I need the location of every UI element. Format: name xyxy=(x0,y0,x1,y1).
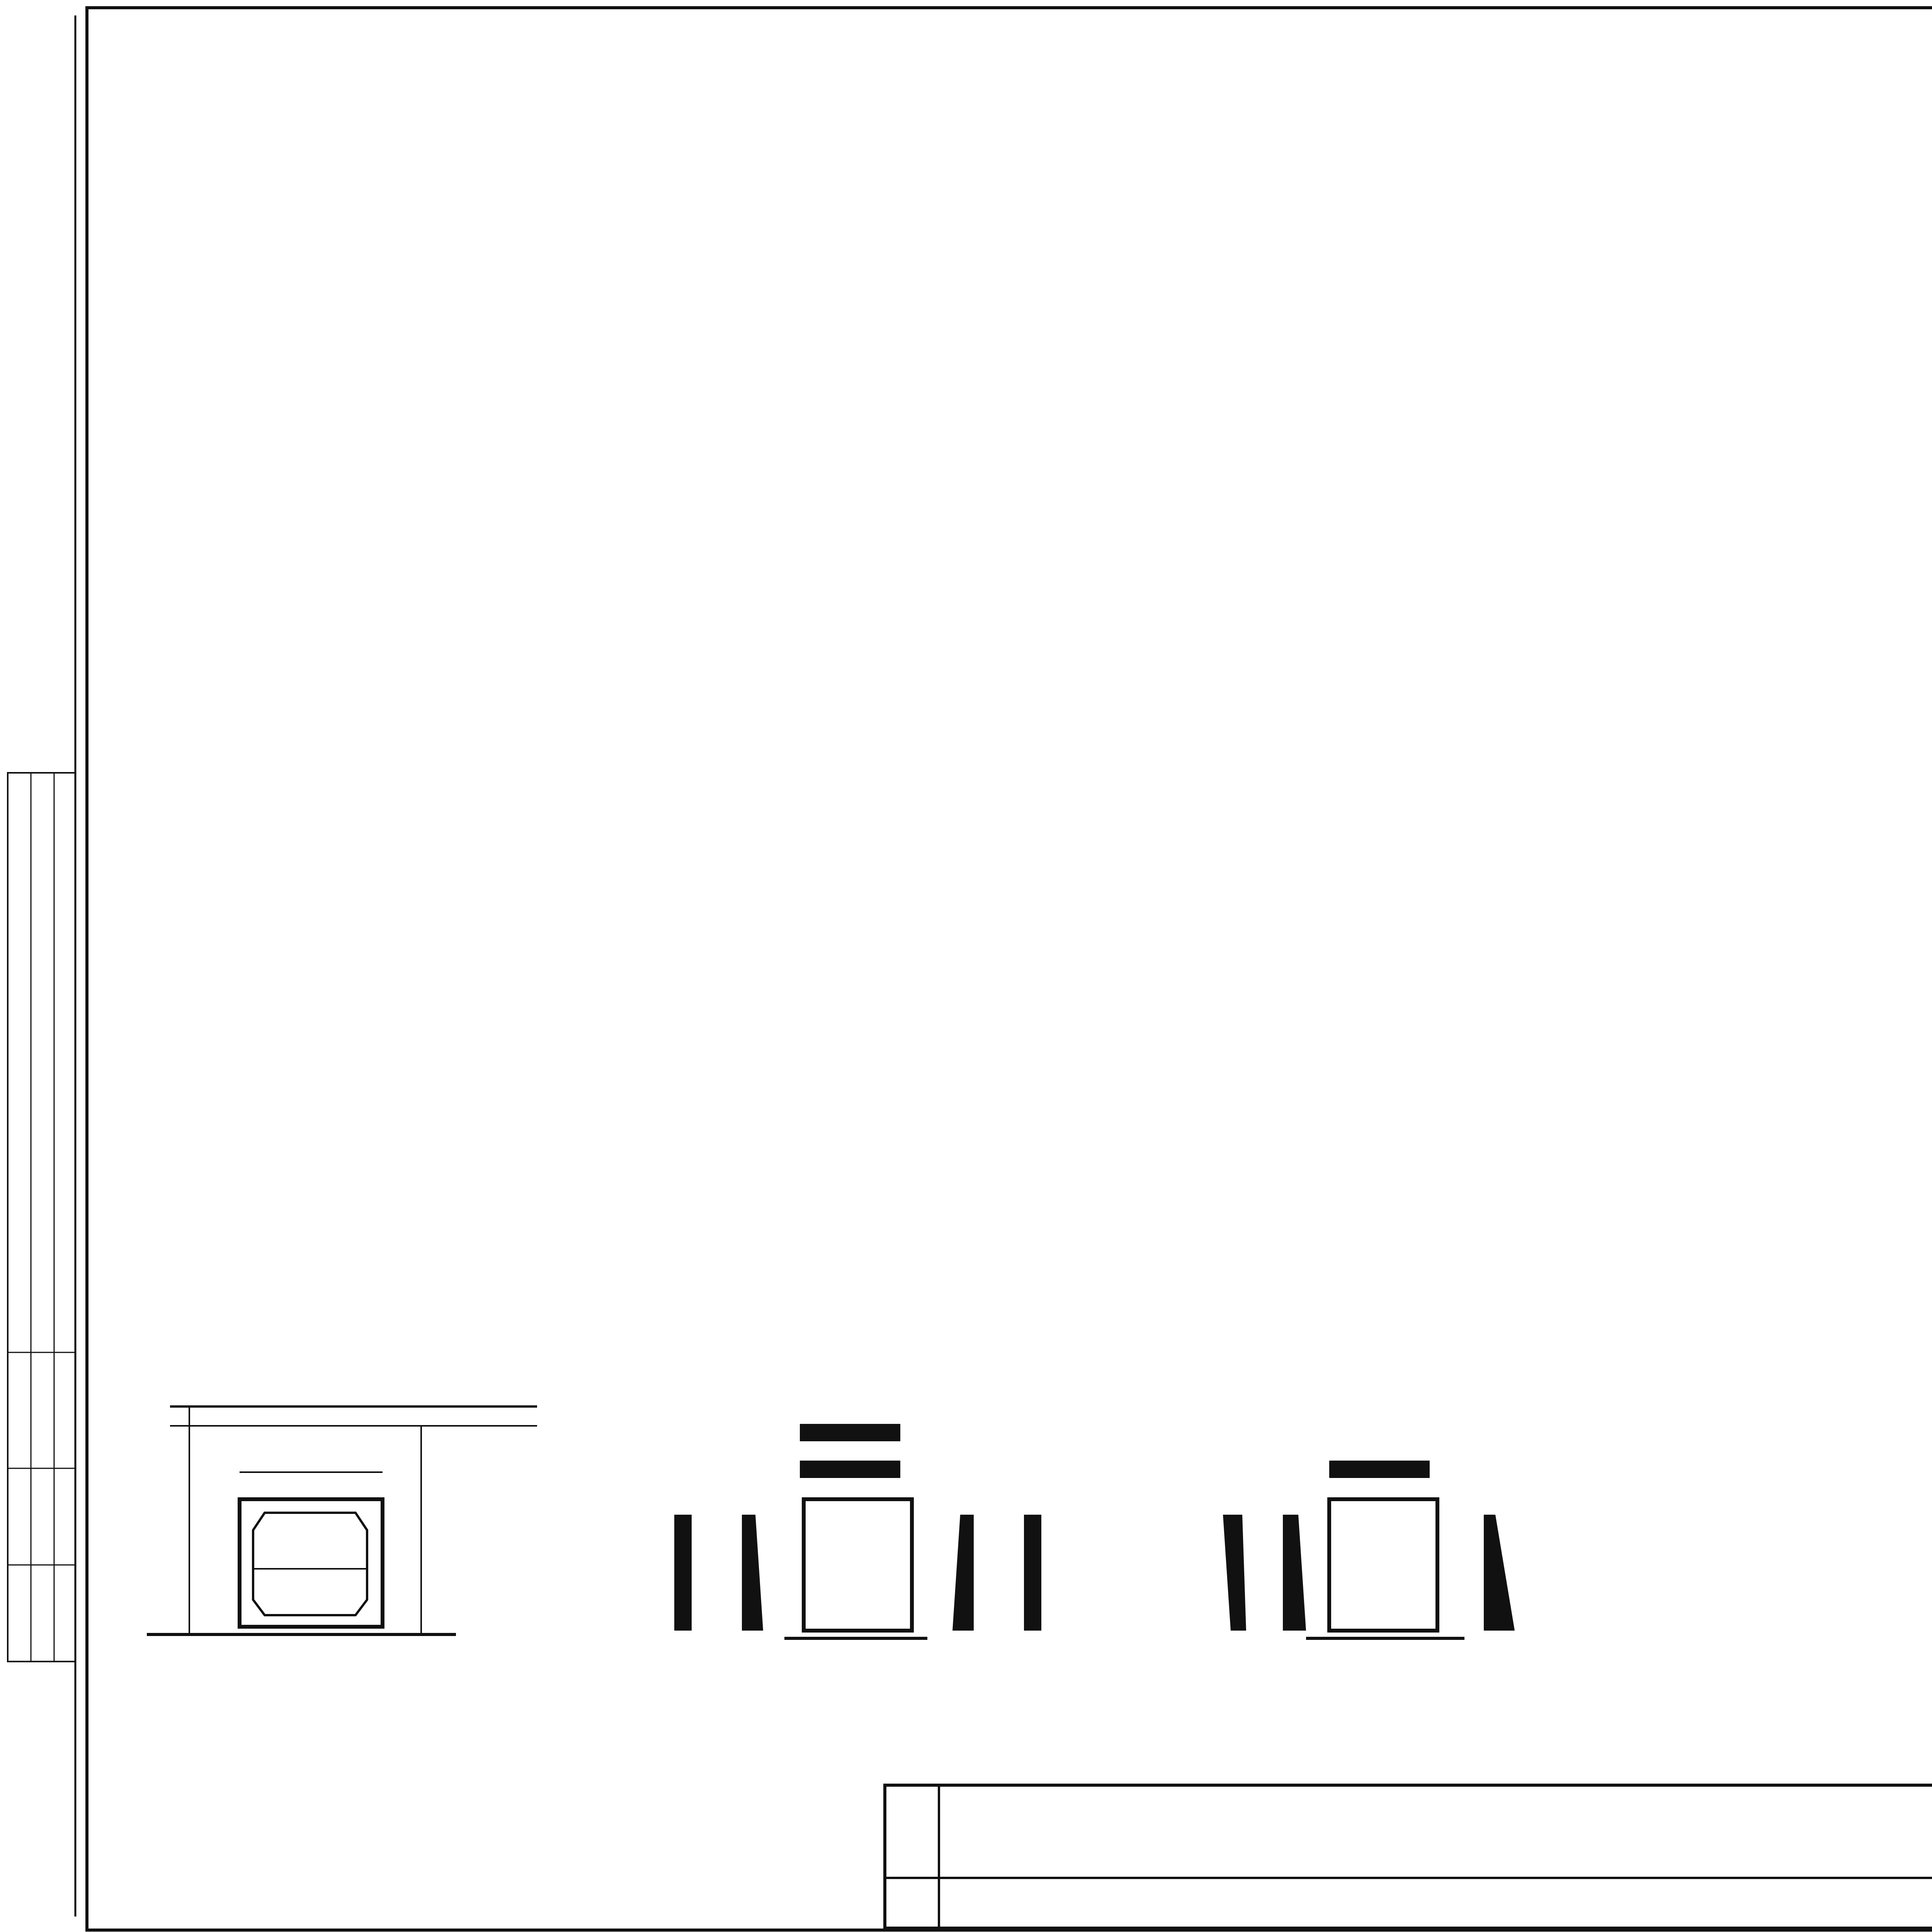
scheme-2-eq-left xyxy=(1223,1515,1246,1631)
scheme-1-ep-left xyxy=(742,1515,763,1631)
scheme-1-diagram xyxy=(674,1424,1041,1638)
sheet-frame xyxy=(87,8,1932,1930)
title-block xyxy=(885,1750,1932,1928)
scheme-2-ep-left xyxy=(1283,1515,1306,1631)
scheme-2-load-p xyxy=(1329,1461,1430,1478)
scheme-2-ep-right xyxy=(1484,1515,1515,1631)
calc-scheme xyxy=(147,1406,537,1634)
pipe-inner-contour xyxy=(253,1513,367,1615)
notes xyxy=(1719,1287,1932,1292)
scheme-1-eq-left xyxy=(674,1515,692,1631)
scheme-1-ep-right xyxy=(952,1515,974,1631)
left-stamp xyxy=(8,15,75,1917)
scheme-1-load-p xyxy=(800,1461,900,1478)
scheme-2-diagram xyxy=(1223,1461,1515,1638)
scheme-1-eq-right xyxy=(1024,1515,1041,1631)
scheme-1-load-q xyxy=(800,1424,900,1441)
load-schemes xyxy=(674,1424,1515,1638)
